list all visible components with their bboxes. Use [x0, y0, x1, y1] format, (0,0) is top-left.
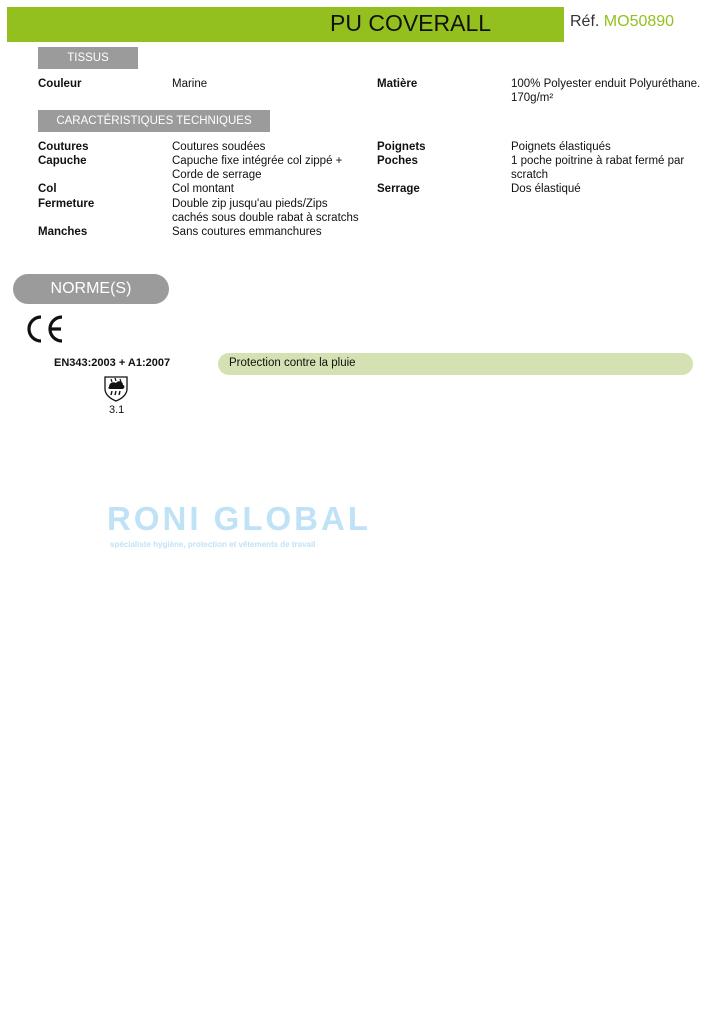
standard-level: 3.1 — [109, 404, 125, 416]
tissus-label-matiere: Matière — [377, 78, 418, 90]
company-logo: RONI GLOBAL — [107, 500, 371, 537]
product-title: PU COVERALL — [330, 10, 492, 36]
carac-label-col: Col — [38, 183, 57, 195]
tissus-value-couleur: Marine — [172, 78, 208, 90]
carac-label-coutures: Coutures — [38, 141, 89, 153]
carac-label-capuche: Capuche — [38, 155, 87, 167]
carac-value-serrage: Dos élastiqué — [511, 183, 581, 195]
tab-tissus: TISSUS — [38, 47, 138, 69]
carac-label-manches: Manches — [38, 226, 88, 238]
carac-label-poches: Poches — [377, 155, 418, 167]
tab-caracteristiques: CARACTÉRISTIQUES TECHNIQUES — [38, 110, 270, 132]
carac-label-serrage: Serrage — [377, 183, 420, 195]
carac-label-fermeture: Fermeture — [38, 198, 95, 210]
carac-value-poches: 1 poche poitrine à rabat fermé par scratch — [511, 155, 685, 181]
tissus-value-matiere: 100% Polyester enduit Polyuréthane. 170g/m² — [511, 78, 701, 104]
ce-mark-icon — [24, 314, 66, 344]
normes-pill: NORME(S) — [13, 274, 169, 304]
ref-label: Réf. — [570, 13, 600, 30]
carac-value-coutures: Coutures soudées — [172, 141, 266, 153]
carac-value-manches: Sans coutures emmanchures — [172, 226, 322, 238]
carac-value-fermeture: Double zip jusqu'au pieds/Zips cachés sous double rabat à scratchs — [172, 198, 359, 224]
carac-value-col: Col montant — [172, 183, 235, 195]
carac-value-poignets: Poignets élastiqués — [511, 141, 611, 153]
standard-code: EN343:2003 + A1:2007 — [54, 357, 171, 369]
company-tagline: spécialiste hygiène, protection et vêtements de travail — [110, 540, 316, 549]
rain-shield-icon — [103, 375, 129, 402]
ref-code: MO50890 — [603, 13, 675, 30]
carac-label-poignets: Poignets — [377, 141, 426, 153]
product-reference — [570, 13, 674, 31]
standard-description: Protection contre la pluie — [229, 357, 356, 369]
carac-value-capuche: Capuche fixe intégrée col zippé + Corde de serrage — [172, 155, 343, 181]
tissus-label-couleur: Couleur — [38, 78, 82, 90]
